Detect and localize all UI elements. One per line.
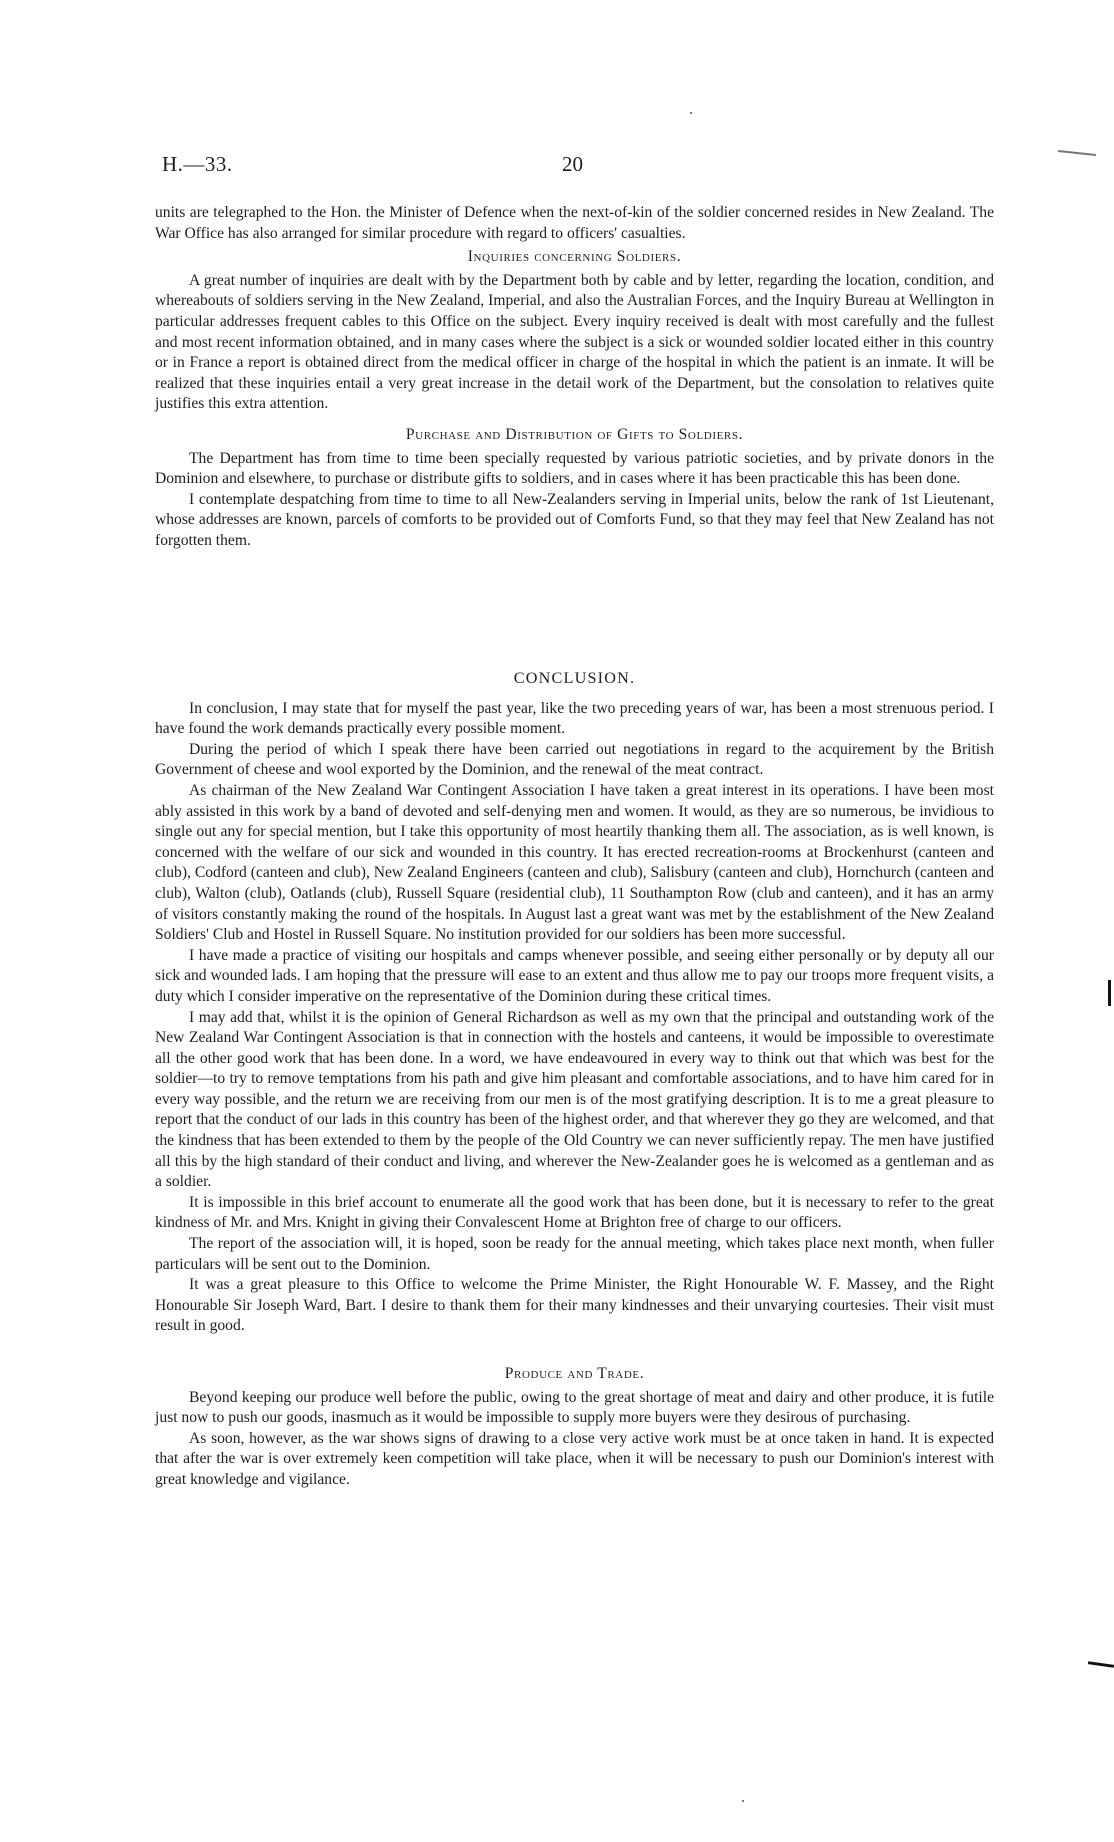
produce-paragraph-1: Beyond keeping our produce well before the public, owing to the great shortage of meat and dairy and other produce, it is futile just now to push our goods, inasmuch as it would be impossible to supply more buyers were they desirous of purchasing. <box>155 1388 994 1427</box>
conclusion-section <box>155 668 994 1337</box>
gifts-paragraph-2: I contemplate despatching from time to time to all New-Zealanders serving in Imperial units, below the rank of 1st Lieutenant, whose addresses are known, parcels of comforts to be provided out of Comforts Fund, so that they may feel that New Zealand has not forgotten them. <box>155 490 994 549</box>
document-reference: H.—33. <box>162 152 233 176</box>
gifts-heading: Purchase and Distribution of Gifts to Soldiers. <box>405 425 744 443</box>
scan-dot-top <box>690 112 692 114</box>
conclusion-paragraph-3: As chairman of the New Zealand War Contingent Association I have taken a great interest in its operations. I have been most ably assisted in this work by a band of devoted and self-denying men and women. It would, as they are so numerous, be invidious to single out any for special mention, but I take this opportunity of most heartily thanking them all. The association, as is well known, is concerned with the welfare of our sick and wounded in this country. It has erected recreation-rooms at Brockenhurst (canteen and club), Codford (canteen and club), New Zealand Engineers (canteen and club), Salisbury (canteen and club), Hornchurch (canteen and club), Walton (club), Oatlands (club), Russell Square (residential club), 11 Southampton Row (club and canteen), and it has an army of visitors constantly making the round of the hospitals. In August last a great want was met by the establishment of the New Zealand Soldiers' Club and Hostel in Russell Square. No institution provided for our soldiers has been more successful. <box>155 781 994 944</box>
conclusion-paragraph-6: It is impossible in this brief account to enumerate all the good work that has been done, but it is necessary to refer to the great kindness of Mr. and Mrs. Knight in giving their Convalescent Home at Brighton free of charge to our officers. <box>155 1193 994 1232</box>
conclusion-paragraph-1: In conclusion, I may state that for myself the past year, like the two preceding years of war, has been a most strenuous period. I have found the work demands practically every possible moment. <box>155 699 994 738</box>
scan-mark-right-edge <box>1108 980 1111 1006</box>
gifts-paragraph-1: The Department has from time to time been specially requested by various patriotic societies, and by private donors in the Dominion and elsewhere, to purchase or distribute gifts to soldiers, and in cases where it has been practicable this has been done. <box>155 449 994 488</box>
conclusion-paragraph-5: I may add that, whilst it is the opinion of General Richardson as well as my own that the principal and outstanding work of the New Zealand War Contingent Association is that in connection with the hostels and canteens, it would be impossible to overestimate all the other good work that has been done. In a word, we have endeavoured in every way to think out that which was best for the soldier—to try to remove temptations from his path and give him pleasant and comfortable associations, and to have him cared for in every way possible, and the return we are receiving from our men is of the most gratifying description. It is to me a great pleasure to report that the conduct of our lads in this country has been of the highest order, and that wherever they go they are welcomed, and that the kindness that has been extended to them by the people of the Old Country we can never sufficiently repay. The men have justified all this by the high standard of their conduct and living, and wherever the New-Zealander goes he is welcomed as a gentleman and as a soldier. <box>155 1008 994 1191</box>
produce-paragraph-2: As soon, however, as the war shows signs of drawing to a close very active work must be at once taken in hand. It is expected that after the war is over extremely keen competition will take place, when it will be necessary to push our Dominion's interest with great knowledge and vigilance. <box>155 1429 994 1488</box>
scan-mark-bottom-right <box>1088 1661 1114 1668</box>
scan-dot-bottom <box>742 1800 744 1802</box>
conclusion-heading: CONCLUSION. <box>513 669 636 687</box>
upper-text-block <box>155 203 994 552</box>
produce-section <box>155 1361 994 1491</box>
scan-mark-top-right <box>1058 150 1096 156</box>
conclusion-paragraph-4: I have made a practice of visiting our hospitals and camps whenever possible, and seeing either personally or by deputy all our sick and wounded lads. I am hoping that the pressure will ease to an extent and thus allow me to pay our troops more frequent visits, a duty which I consider imperative on the representative of the Dominion during these critical times. <box>155 946 994 1005</box>
inquiries-heading: Inquiries concerning Soldiers. <box>467 248 682 266</box>
inquiries-paragraph: A great number of inquiries are dealt with by the Department both by cable and by letter, regarding the location, condition, and whereabouts of soldiers serving in the New Zealand, Imperial, and also the Australian Forces, and the Inquiry Bureau at Wellington in particular addresses frequent cables to this Office on the subject. Every inquiry received is dealt with most carefully and the fullest and most recent information obtained, and in many cases where the subject is a sick or wounded soldier located either in this country or in France a report is obtained direct from the medical officer in charge of the hospital in which the patient is an inmate. It will be realized that these inquiries entail a very great increase in the detail work of the Department, but the consolation to relatives quite justifies this extra attention. <box>155 271 994 413</box>
page-number: 20 <box>562 152 583 176</box>
produce-heading: Produce and Trade. <box>504 1365 645 1382</box>
conclusion-paragraph-7: The report of the association will, it is hoped, soon be ready for the annual meeting, which takes place next month, when fuller particulars will be sent out to the Dominion. <box>155 1235 994 1273</box>
conclusion-paragraph-8: It was a great pleasure to this Office to welcome the Prime Minister, the Right Honourable W. F. Massey, and the Right Honourable Sir Joseph Ward, Bart. I desire to thank them for their many kindnesses and their unvarying courtesies. Their visit must result in good. <box>155 1276 994 1335</box>
intro-paragraph: units are telegraphed to the Hon. the Minister of Defence when the next-of-kin of the soldier concerned resides in New Zealand. The War Office has also arranged for similar procedure with regard to officers' casualties. <box>155 204 994 242</box>
conclusion-paragraph-2: During the period of which I speak there have been carried out negotiations in regard to the acquirement by the British Government of cheese and wool exported by the Dominion, and the renewal of the meat contract. <box>155 740 994 779</box>
